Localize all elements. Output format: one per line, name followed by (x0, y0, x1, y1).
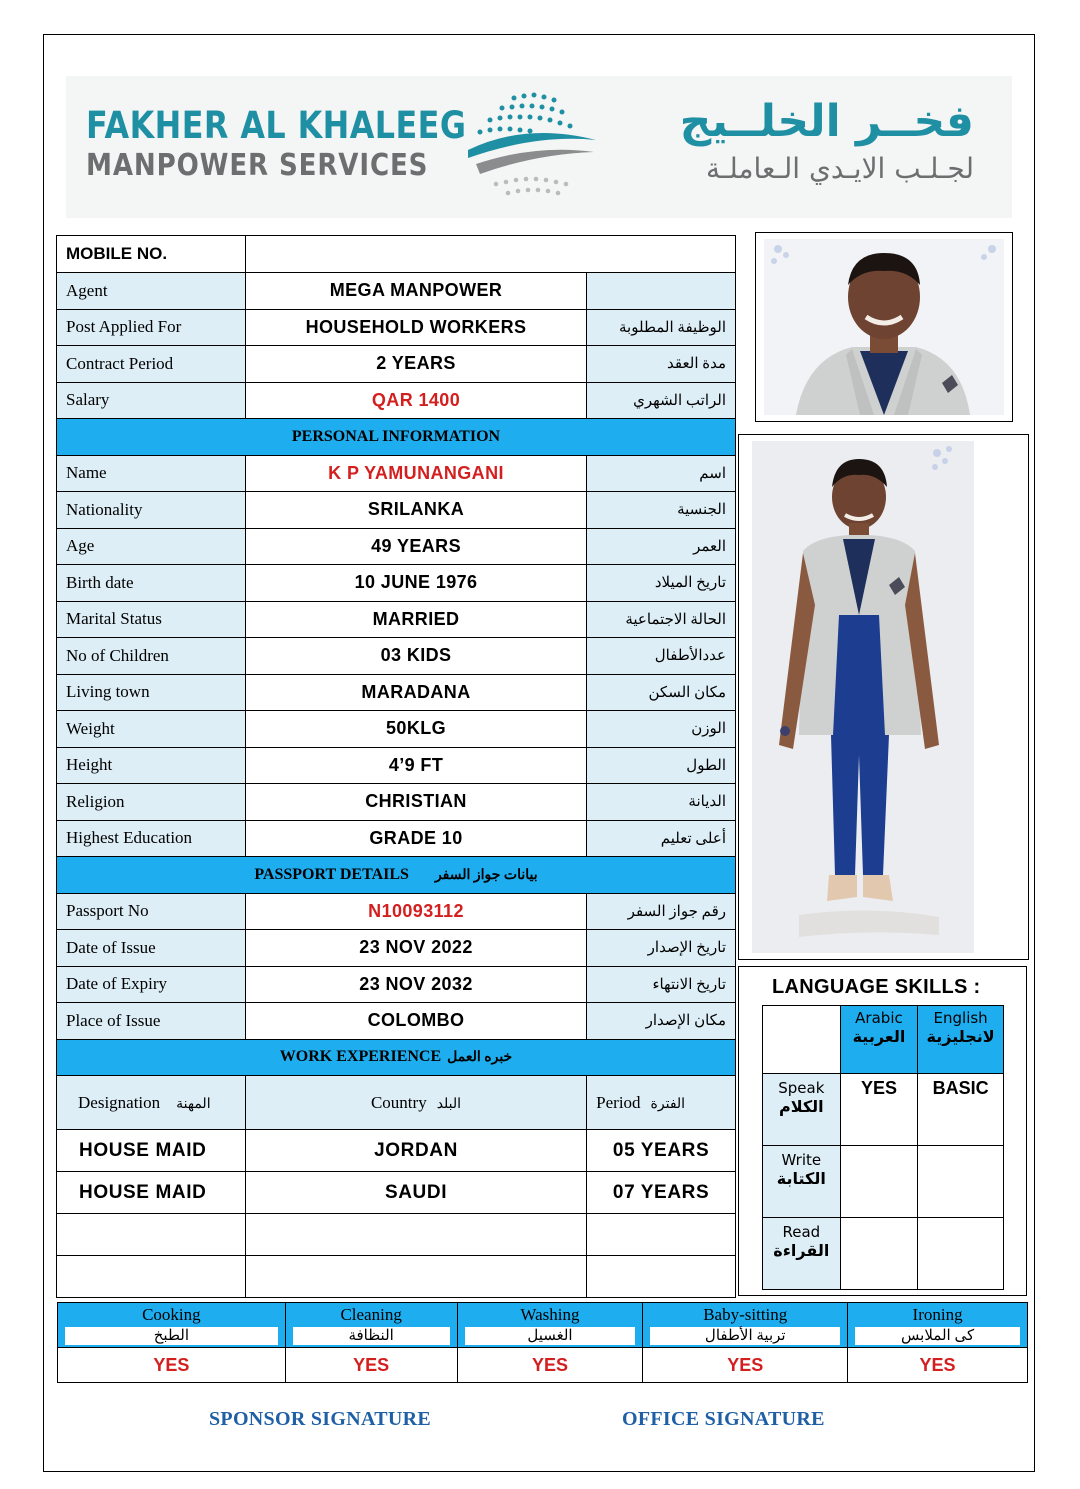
header-en: Country (370, 1092, 427, 1112)
mobile-value (245, 236, 735, 273)
marital-value: MARRIED (245, 601, 586, 638)
post-row (57, 309, 736, 346)
passport-no-value: N10093112 (245, 893, 586, 930)
arabic-level (840, 1218, 918, 1290)
designation-cell (57, 1256, 246, 1298)
field-label-ar: عددالأطفال (587, 638, 736, 675)
work-section-header (57, 1039, 736, 1076)
company-name-en: FAKHER AL KHALEEG (86, 104, 467, 147)
field-label-ar: الطول (587, 747, 736, 784)
religion-value: CHRISTIAN (245, 784, 586, 821)
field-label-ar: الراتب الشهري (587, 382, 736, 419)
skills-value-row (58, 1348, 1028, 1383)
field-label-ar: مكان الإصدار (587, 1003, 736, 1040)
table-row (57, 1130, 736, 1172)
household-skills-table (57, 1302, 1028, 1383)
portrait-photo (755, 232, 1013, 422)
company-name-ar: فخــر الخلــيج (679, 96, 974, 147)
expiry-date-value: 23 NOV 2032 (245, 966, 586, 1003)
company-logo-icon (466, 88, 598, 202)
table-row (57, 1256, 736, 1298)
expiry-date-row (57, 966, 736, 1003)
country-header (245, 1076, 586, 1130)
contract-value: 2 YEARS (245, 346, 586, 383)
skill-cleaning-header (285, 1303, 457, 1348)
field-label-ar: تاريخ الميلاد (587, 565, 736, 602)
education-value: GRADE 10 (245, 820, 586, 857)
period-cell: 07 YEARS (587, 1172, 736, 1214)
office-signature-label: OFFICE SIGNATURE (622, 1408, 825, 1430)
table-row (57, 1214, 736, 1256)
contract-row (57, 346, 736, 383)
field-label: Salary (57, 382, 246, 419)
header-ar: المهنة (176, 1096, 211, 1112)
field-label: Nationality (57, 492, 246, 529)
field-label-ar: مكان السكن (587, 674, 736, 711)
passport-section-header (57, 857, 736, 894)
field-label-ar: الحالة الاجتماعية (587, 601, 736, 638)
field-label-ar: أعلى تعليم (587, 820, 736, 857)
language-skills-table (762, 1005, 1004, 1290)
skill-babysitting-value: YES (643, 1348, 848, 1383)
field-label: Age (57, 528, 246, 565)
country-cell (245, 1256, 586, 1298)
designation-header (57, 1076, 246, 1130)
sponsor-signature-label: SPONSOR SIGNATURE (209, 1408, 431, 1430)
field-label: Passport No (57, 893, 246, 930)
agent-value: MEGA MANPOWER (245, 273, 586, 310)
language-header-row (763, 1006, 1004, 1074)
skill-ironing-header (848, 1303, 1028, 1348)
section-title: PERSONAL INFORMATION (57, 419, 736, 456)
skill-name: Baby-sitting (703, 1305, 788, 1324)
field-label-ar: تاريخ الإصدار (587, 930, 736, 967)
mobile-label: MOBILE NO. (57, 236, 246, 273)
skill-name-ar: النظافة (293, 1327, 450, 1345)
passport-no-row (57, 893, 736, 930)
header-en: Period (596, 1092, 641, 1112)
children-row (57, 638, 736, 675)
skill-en: Write (781, 1151, 822, 1169)
skill-name: Ironing (912, 1305, 963, 1324)
issue-date-row (57, 930, 736, 967)
weight-value: 50KLG (245, 711, 586, 748)
table-row (57, 1172, 736, 1214)
designation-cell: HOUSE MAID (57, 1130, 246, 1172)
name-value: K P YAMUNANGANI (245, 455, 586, 492)
height-value: 4’9 FT (245, 747, 586, 784)
field-label: No of Children (57, 638, 246, 675)
speak-row (763, 1074, 1004, 1146)
field-label: Highest Education (57, 820, 246, 857)
skill-name-ar: الغسيل (465, 1327, 636, 1345)
full-body-photo (738, 434, 1029, 960)
country-cell: SAUDI (245, 1172, 586, 1214)
field-label-ar: الوظيفة المطلوبة (587, 309, 736, 346)
field-label: Marital Status (57, 601, 246, 638)
field-label-ar (587, 273, 736, 310)
personal-section-header (57, 419, 736, 456)
field-label-ar: العمر (587, 528, 736, 565)
arabic-level: YES (840, 1074, 918, 1146)
skill-ar: الكلام (778, 1097, 824, 1116)
skill-name: Washing (520, 1305, 580, 1324)
field-label: Living town (57, 674, 246, 711)
field-label: Agent (57, 273, 246, 310)
skill-en: Speak (778, 1079, 825, 1097)
field-label: Religion (57, 784, 246, 821)
field-label: Weight (57, 711, 246, 748)
section-title (57, 857, 736, 894)
header-en: Designation (78, 1092, 161, 1112)
blank-cell (763, 1006, 841, 1074)
agent-row (57, 273, 736, 310)
period-cell (587, 1214, 736, 1256)
issue-date-value: 23 NOV 2022 (245, 930, 586, 967)
section-title-ar: خبره العمل (447, 1050, 513, 1066)
period-header (587, 1076, 736, 1130)
field-label: Place of Issue (57, 1003, 246, 1040)
education-row (57, 820, 736, 857)
salary-value: QAR 1400 (245, 382, 586, 419)
nationality-value: SRILANKA (245, 492, 586, 529)
applicant-info-table (56, 235, 736, 1298)
field-label: Name (57, 455, 246, 492)
work-column-headers (57, 1076, 736, 1130)
english-level: BASIC (918, 1074, 1004, 1146)
weight-row (57, 711, 736, 748)
skill-babysitting-header (643, 1303, 848, 1348)
field-label-ar: مدة العقد (587, 346, 736, 383)
field-label-ar: تاريخ الانتهاء (587, 966, 736, 1003)
skill-label (763, 1218, 841, 1290)
town-value: MARADANA (245, 674, 586, 711)
birthdate-value: 10 JUNE 1976 (245, 565, 586, 602)
marital-row (57, 601, 736, 638)
field-label-ar: اسم (587, 455, 736, 492)
portrait-photo-image (756, 233, 1012, 421)
designation-cell (57, 1214, 246, 1256)
section-title-en: WORK EXPERIENCE (279, 1048, 442, 1066)
field-label: Date of Issue (57, 930, 246, 967)
skill-label (763, 1146, 841, 1218)
field-label-ar: الوزن (587, 711, 736, 748)
issue-place-value: COLOMBO (245, 1003, 586, 1040)
section-title-ar: بيانات جواز السفر (434, 867, 538, 883)
skill-ar: الكتابة (776, 1169, 826, 1188)
country-cell (245, 1214, 586, 1256)
field-label: Date of Expiry (57, 966, 246, 1003)
header-en: Arabic (855, 1009, 903, 1027)
skill-cleaning-value: YES (285, 1348, 457, 1383)
skill-label (763, 1074, 841, 1146)
header-ar: البلد (436, 1096, 462, 1112)
full-body-photo-image (739, 435, 1028, 959)
skill-en: Read (782, 1223, 821, 1241)
header-ar: لانجليزية (926, 1027, 995, 1046)
english-level (918, 1218, 1004, 1290)
age-value: 49 YEARS (245, 528, 586, 565)
skill-washing-header (457, 1303, 643, 1348)
issue-place-row (57, 1003, 736, 1040)
field-label: Post Applied For (57, 309, 246, 346)
field-label: Contract Period (57, 346, 246, 383)
country-cell: JORDAN (245, 1130, 586, 1172)
read-row (763, 1218, 1004, 1290)
children-value: 03 KIDS (245, 638, 586, 675)
field-label: Birth date (57, 565, 246, 602)
salary-row (57, 382, 736, 419)
skill-name: Cooking (142, 1305, 201, 1324)
nationality-row (57, 492, 736, 529)
skill-name-ar: تربية الأطفال (650, 1327, 840, 1345)
arabic-level (840, 1146, 918, 1218)
header-ar: الفترة (650, 1096, 686, 1112)
company-tagline-ar: لجـلـب الايـدي الـعاملـة (706, 152, 974, 185)
section-title (57, 1039, 736, 1076)
designation-cell: HOUSE MAID (57, 1172, 246, 1214)
field-label-ar: الجنسية (587, 492, 736, 529)
age-row (57, 528, 736, 565)
post-value: HOUSEHOLD WORKERS (245, 309, 586, 346)
religion-row (57, 784, 736, 821)
skill-ironing-value: YES (848, 1348, 1028, 1383)
skill-cooking-header (58, 1303, 286, 1348)
arabic-header (840, 1006, 918, 1074)
skill-cooking-value: YES (58, 1348, 286, 1383)
skill-name: Cleaning (340, 1305, 402, 1324)
height-row (57, 747, 736, 784)
field-label: Height (57, 747, 246, 784)
field-label-ar: رقم جواز السفر (587, 893, 736, 930)
language-skills-title: LANGUAGE SKILLS : (772, 976, 981, 998)
skill-washing-value: YES (457, 1348, 643, 1383)
skill-name-ar: الطبخ (65, 1327, 278, 1345)
write-row (763, 1146, 1004, 1218)
town-row (57, 674, 736, 711)
header-en: English (933, 1009, 988, 1027)
skills-header-row (58, 1303, 1028, 1348)
skill-name-ar: كى الملابس (855, 1327, 1020, 1345)
period-cell: 05 YEARS (587, 1130, 736, 1172)
skill-ar: القراءة (773, 1241, 830, 1260)
name-row (57, 455, 736, 492)
period-cell (587, 1256, 736, 1298)
section-title-en: PASSPORT DETAILS (254, 865, 409, 883)
header-ar: العربية (852, 1027, 906, 1046)
mobile-row (57, 236, 736, 273)
english-level (918, 1146, 1004, 1218)
field-label-ar: الديانة (587, 784, 736, 821)
english-header (918, 1006, 1004, 1074)
birthdate-row (57, 565, 736, 602)
company-tagline-en: MANPOWER SERVICES (86, 148, 429, 183)
